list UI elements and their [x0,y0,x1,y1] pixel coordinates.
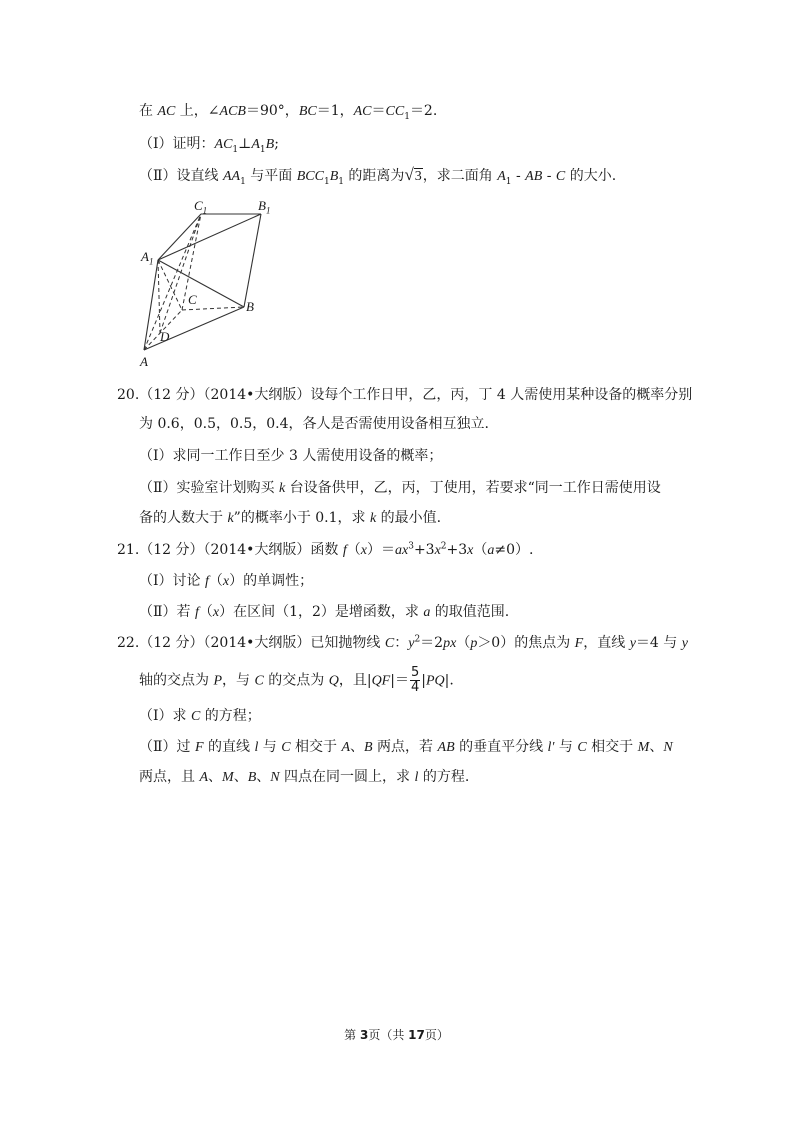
math-var: l [414,770,419,785]
q19-part1 [139,134,279,155]
text: ： [394,635,409,651]
perp-symbol: ⊥ [238,136,252,152]
label-C1 [194,198,207,214]
text: 、 [649,739,664,755]
text: （ [198,604,213,620]
math-var: AB [437,740,455,755]
q20-line2: 为 0.6，0.5，0.5，0.4，各人是否需使用设备相互独立. [139,416,489,432]
label-D: D [160,329,170,344]
q22-part1 [139,706,261,727]
text: |＝ [390,672,409,689]
math-var: x [212,605,220,620]
q22-part2-line1 [139,737,673,758]
text: （ [456,635,471,651]
q22-line2 [139,666,454,695]
label-B: B [246,299,254,314]
math-var: k [370,511,377,526]
text: ，直线 [583,635,630,651]
text: 相交于 [290,739,342,755]
page-footer [0,1026,793,1043]
text: 的取值范围. [430,604,510,620]
text: （ [346,542,361,558]
q20-part2-line2 [139,508,441,529]
math-var: x [434,543,441,558]
math-var: M [637,740,650,755]
math-var: l′ [547,740,555,755]
math-var: k [227,511,234,526]
math-var: AC [214,137,233,152]
math-var: M [222,770,234,785]
prism-figure [138,195,271,370]
math-var: C [190,709,201,724]
text: 与平面 [245,168,297,184]
subscript: 1 [338,176,344,187]
text: +3 [446,542,468,558]
text: +3 [413,542,435,558]
text: 、 [233,769,248,785]
text: 在 [139,103,158,119]
text: | [421,672,426,689]
superscript: 2 [414,634,421,645]
fraction-numerator: 5 [410,665,420,680]
text: （ [473,542,488,558]
text: （ [208,573,223,589]
text: 与 [258,739,282,755]
part-label: （Ⅰ）证明： [139,136,215,152]
text: ＝1， [316,103,354,119]
text: 台设备供甲，乙，丙，丁使用，若要求“同一工作日需使用设 [285,480,661,496]
math-var: C [254,673,264,689]
text: 轴的交点为 [139,672,214,689]
math-var: x [360,543,367,558]
math-var: ax [394,543,409,558]
text: ≠0）. [494,542,534,558]
text: 第 [344,1028,360,1042]
text: （Ⅱ）若 [139,604,195,620]
text: 两点，且 [139,769,200,785]
math-var: f [194,605,199,620]
text: 的方程. [418,769,470,785]
math-var: k [278,481,286,496]
math-var: C [577,740,587,755]
q20-part1: （Ⅰ）求同一工作日至少 3 人需使用设备的概率； [139,448,443,464]
math-var: AB [525,169,543,184]
math-var: a [487,543,495,558]
superscript: 2 [440,541,447,552]
total-pages: 17 [408,1028,425,1042]
subscript: 1 [505,176,512,187]
q19-part2 [139,165,616,187]
fraction [410,666,420,695]
text: 两点，若 [372,739,438,755]
text: （Ⅱ）过 [139,739,195,755]
text: ＝90°， [245,103,299,119]
subscript: 1 [265,205,271,216]
text: ＞0）的焦点为 [477,635,575,651]
math-var: A [251,137,260,152]
math-var: f [342,543,347,558]
text: A [141,249,149,264]
text: 22.（12 分）（2014•大纲版）已知抛物线 [117,635,385,651]
q21-line1 [117,540,533,561]
math-var: y [408,636,415,651]
superscript: 3 [408,541,414,552]
text: ”的概率小于 0.1，求 [233,510,370,526]
text: ＝4 与 [635,635,682,651]
text: ）在区间（1，2）是增函数，求 [219,604,424,620]
text: C [194,198,203,213]
text: ，与 [222,672,255,689]
subscript: 1 [240,176,246,187]
text: 备的人数大于 [139,510,228,526]
text: 的距离为 [343,168,405,184]
text: 、 [256,769,271,785]
math-var: P [213,673,223,689]
text: （Ⅰ）讨论 [139,573,205,589]
math-var: y [681,636,688,651]
math-var: CC [385,104,405,119]
math-var: B [364,740,373,755]
math-var: F [574,636,584,651]
text: 的大小. [565,168,617,184]
subscript: 1 [148,256,154,267]
math-var: C [555,169,566,184]
math-var: BC [298,104,317,119]
sqrt-icon: √ [404,165,414,184]
text: 的垂直平分线 [454,739,548,755]
text: ）的单调性； [229,573,314,589]
text: ，且| [338,672,372,689]
subscript: 1 [202,205,208,216]
math-var: p [470,636,478,651]
prism-diagram-icon [138,195,268,370]
math-var: l [254,740,259,755]
math-var: C [384,636,395,651]
math-var: A [341,740,351,755]
math-var: px [443,636,457,651]
text: （Ⅱ）实验室计划购买 [139,480,279,496]
text: ）＝ [366,542,395,558]
text: 、 [208,769,223,785]
math-var: C [281,740,291,755]
math-var: B [329,169,339,184]
text: - [511,168,526,184]
text: 与 [554,739,578,755]
text: 的交点为 [263,672,329,689]
text: 上，∠ [175,103,220,119]
math-var: AA [222,169,241,184]
q22-line1 [117,633,688,654]
math-var: AC [353,104,372,119]
text: 的方程； [200,708,261,724]
text: （Ⅰ）求 [139,708,191,724]
text: 页） [424,1028,449,1042]
text: ＝ [371,103,386,119]
q22-part2-line2 [139,767,469,788]
text: 、 [350,739,365,755]
text: 四点在同一圆上，求 [279,769,415,785]
q20-line1: 20.（12 分）（2014•大纲版）设每个工作日甲，乙，丙，丁 4 人需使用某种设备的概率分别 [117,387,693,403]
text: B [258,198,266,213]
math-var: B [247,770,257,785]
sqrt-expression [404,165,422,187]
math-var: f [204,574,209,589]
math-var: A [497,169,506,184]
text: |. [444,672,454,689]
text: 相交于 [586,739,638,755]
math-var: PQ [425,673,445,689]
radicand: 3 [414,169,422,184]
subscript: 1 [323,176,330,187]
text: ＝2. [409,103,438,119]
label-C: C [188,292,197,307]
math-var: x [467,543,474,558]
q20-part2-line1 [139,478,661,499]
math-var: N [270,770,280,785]
label-A: A [140,354,148,369]
text: ，求二面角 [422,168,498,184]
subscript: 1 [259,144,266,155]
label-A1 [141,249,153,265]
math-var: x [222,574,230,589]
math-var: N [663,740,673,755]
math-var: AC [157,104,176,119]
subscript: 1 [404,111,410,122]
q21-part1 [139,571,313,592]
q21-part2 [139,602,509,623]
text: 21.（12 分）（2014•大纲版）函数 [117,542,343,558]
text: - [542,168,556,184]
text: ; [274,136,279,152]
part-label: （Ⅱ）设直线 [139,168,223,184]
subscript: 1 [232,144,239,155]
math-var: QF [371,673,391,689]
page-number: 3 [359,1028,369,1042]
text: 的最小值. [376,510,442,526]
fraction-denominator: 4 [410,680,420,695]
text: 页（共 [368,1028,409,1042]
math-var: a [423,605,431,620]
q19-condition-line [139,101,437,122]
math-var: A [199,770,209,785]
math-var: B [265,137,275,152]
math-var: ACB [219,104,246,119]
text: ＝2 [420,635,444,651]
math-var: Q [328,673,339,689]
math-var: BCC [296,169,324,184]
math-var: y [629,636,636,651]
label-B1 [258,198,270,214]
text: 的直线 [203,739,255,755]
math-var: F [194,740,204,755]
